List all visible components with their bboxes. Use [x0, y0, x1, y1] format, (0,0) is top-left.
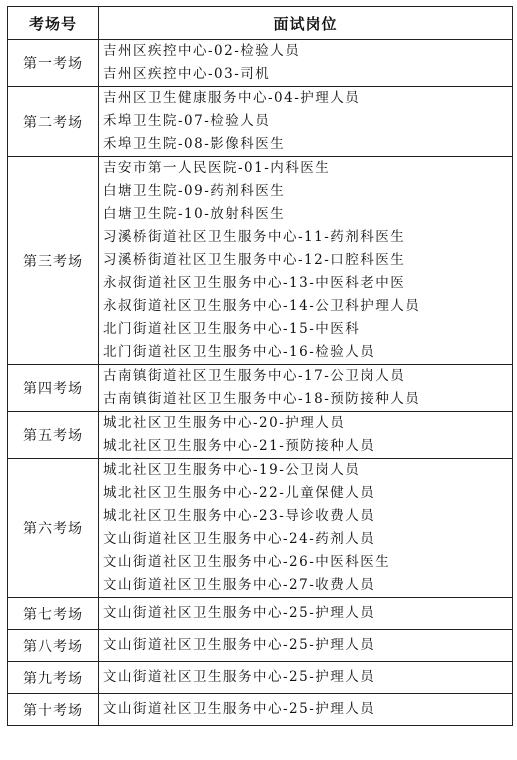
position-item: 北门街道社区卫生服务中心-15-中医科 — [103, 321, 361, 337]
position-item: 白塘卫生院-10-放射科医生 — [103, 206, 286, 222]
position-item: 习溪桥街道社区卫生服务中心-11-药剂科医生 — [103, 229, 406, 245]
exam-room-cell: 第十考场 — [8, 694, 99, 726]
table-row — [8, 662, 513, 694]
positions-cell — [99, 662, 513, 694]
positions-cell — [99, 412, 513, 459]
table-row — [8, 630, 513, 662]
header-row — [8, 7, 513, 40]
positions-cell — [99, 694, 513, 726]
position-item: 城北社区卫生服务中心-19-公卫岗人员 — [103, 462, 361, 478]
position-item: 禾埠卫生院-08-影像科医生 — [103, 136, 286, 152]
table-row — [8, 87, 513, 157]
position-item: 文山街道社区卫生服务中心-25-护理人员 — [103, 669, 376, 685]
exam-room-cell: 第九考场 — [8, 662, 99, 694]
position-item: 禾埠卫生院-07-检验人员 — [103, 113, 271, 129]
position-item: 文山街道社区卫生服务中心-25-护理人员 — [103, 605, 376, 621]
position-item: 城北社区卫生服务中心-20-护理人员 — [103, 415, 346, 431]
table-row — [8, 157, 513, 365]
position-item: 城北社区卫生服务中心-21-预防接种人员 — [103, 438, 376, 454]
position-item: 古南镇街道社区卫生服务中心-18-预防接种人员 — [103, 391, 421, 407]
header-position: 面试岗位 — [99, 7, 513, 40]
positions-cell — [99, 365, 513, 412]
table-row — [8, 365, 513, 412]
position-item: 永叔街道社区卫生服务中心-14-公卫科护理人员 — [103, 298, 421, 314]
exam-room-cell: 第一考场 — [8, 40, 99, 87]
exam-room-cell: 第三考场 — [8, 157, 99, 365]
positions-cell — [99, 630, 513, 662]
position-item: 北门街道社区卫生服务中心-16-检验人员 — [103, 344, 376, 360]
exam-room-cell: 第七考场 — [8, 598, 99, 630]
position-item: 吉安市第一人民医院-01-内科医生 — [103, 160, 331, 176]
exam-room-table — [7, 6, 513, 726]
positions-cell — [99, 40, 513, 87]
position-item: 文山街道社区卫生服务中心-26-中医科医生 — [103, 554, 391, 570]
table-row — [8, 40, 513, 87]
positions-cell — [99, 598, 513, 630]
table-row — [8, 459, 513, 598]
exam-room-cell: 第五考场 — [8, 412, 99, 459]
position-item: 习溪桥街道社区卫生服务中心-12-口腔科医生 — [103, 252, 406, 268]
position-item: 城北社区卫生服务中心-23-导诊收费人员 — [103, 508, 376, 524]
positions-cell — [99, 157, 513, 365]
table-body — [8, 40, 513, 726]
position-item: 吉州区卫生健康服务中心-04-护理人员 — [103, 90, 361, 106]
position-item: 白塘卫生院-09-药剂科医生 — [103, 183, 286, 199]
exam-room-cell: 第八考场 — [8, 630, 99, 662]
header-room: 考场号 — [8, 7, 99, 40]
table-header — [8, 7, 513, 40]
exam-room-cell: 第二考场 — [8, 87, 99, 157]
position-item: 文山街道社区卫生服务中心-25-护理人员 — [103, 701, 376, 717]
position-item: 文山街道社区卫生服务中心-27-收费人员 — [103, 577, 376, 593]
table-row — [8, 598, 513, 630]
position-item: 城北社区卫生服务中心-22-儿童保健人员 — [103, 485, 376, 501]
position-item: 吉州区疾控中心-03-司机 — [103, 66, 271, 82]
position-item: 永叔街道社区卫生服务中心-13-中医科老中医 — [103, 275, 406, 291]
positions-cell — [99, 87, 513, 157]
exam-room-cell: 第六考场 — [8, 459, 99, 598]
positions-cell — [99, 459, 513, 598]
table-row — [8, 412, 513, 459]
position-item: 吉州区疾控中心-02-检验人员 — [103, 43, 301, 59]
position-item: 古南镇街道社区卫生服务中心-17-公卫岗人员 — [103, 368, 406, 384]
exam-room-cell: 第四考场 — [8, 365, 99, 412]
position-item: 文山街道社区卫生服务中心-25-护理人员 — [103, 637, 376, 653]
position-item: 文山街道社区卫生服务中心-24-药剂人员 — [103, 531, 376, 547]
table-row — [8, 694, 513, 726]
